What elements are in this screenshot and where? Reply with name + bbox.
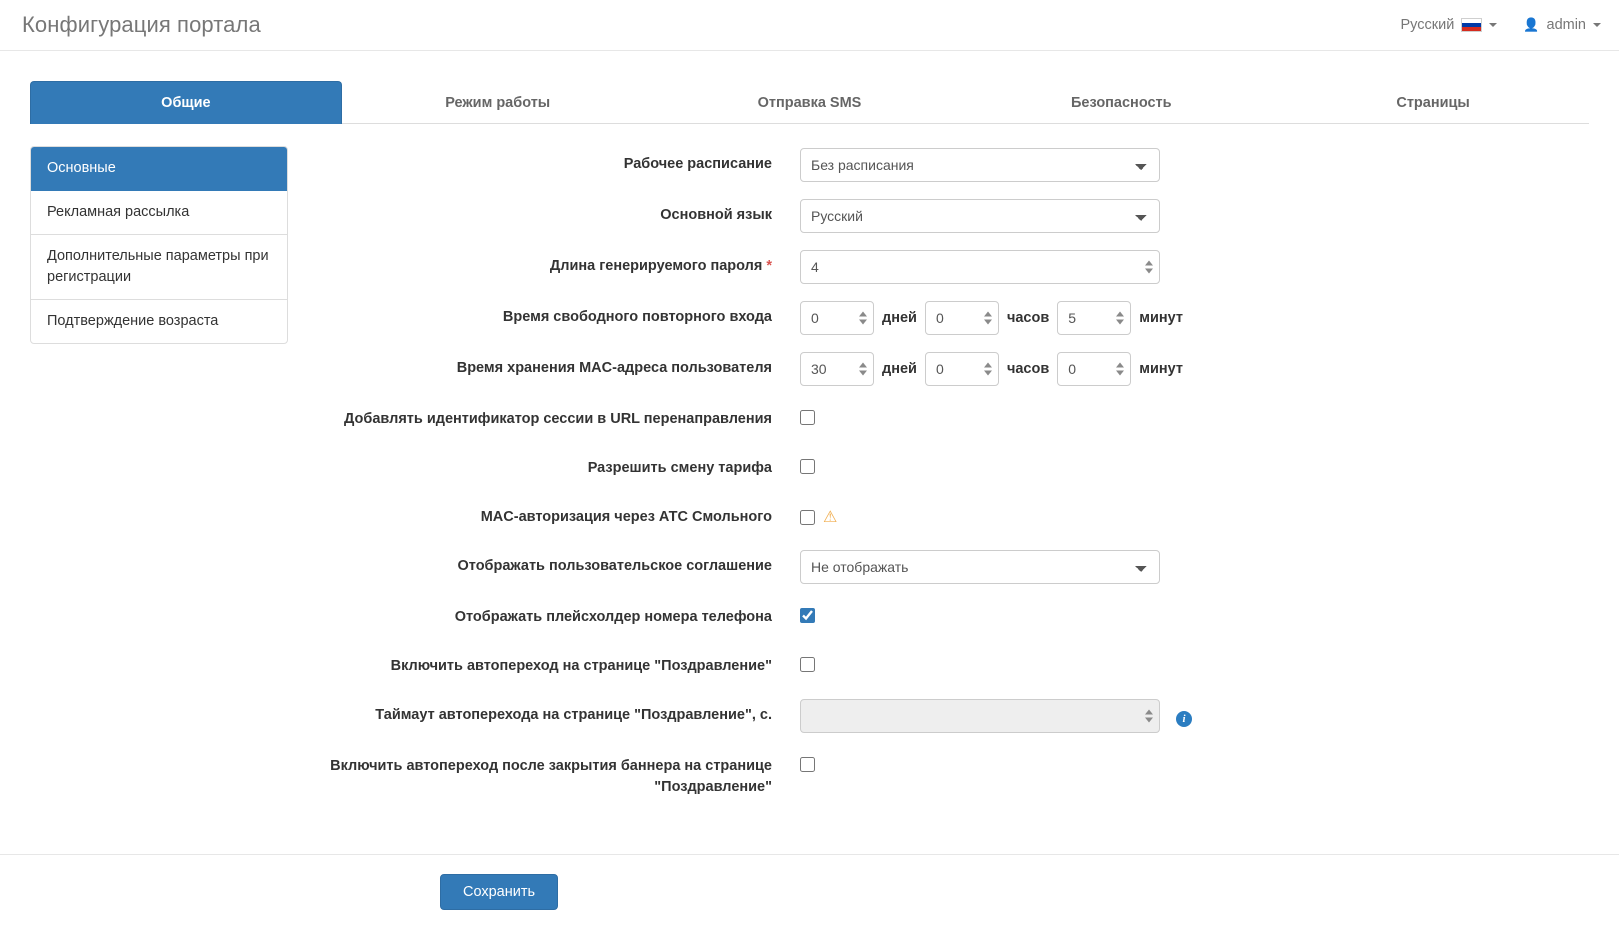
control-autoredirect-timeout <box>800 697 1192 733</box>
save-button[interactable]: Сохранить <box>440 874 558 910</box>
language-select[interactable] <box>800 199 1160 233</box>
sidebar-item-age-confirmation[interactable]: Подтверждение возраста <box>47 313 219 330</box>
row-allow-tariff-change <box>312 450 1589 484</box>
main-tabs <box>30 81 1589 124</box>
tab-pages[interactable]: Страницы <box>1396 95 1470 111</box>
page-title: Конфигурация портала <box>22 12 261 37</box>
unit-hours: часов <box>1006 361 1050 377</box>
row-password-length <box>312 248 1589 284</box>
tab-security[interactable]: Безопасность <box>1070 95 1172 111</box>
session-id-in-url-checkbox[interactable] <box>800 410 815 425</box>
user-icon: 👤 <box>1523 17 1540 32</box>
info-icon[interactable]: i <box>1176 711 1192 727</box>
user-agreement-select[interactable] <box>800 550 1160 584</box>
unit-hours: часов <box>1006 310 1050 326</box>
tab-sms[interactable]: Отправка SMS <box>757 95 862 111</box>
row-mac-storage <box>312 350 1589 386</box>
password-length-stepper[interactable] <box>800 250 1160 284</box>
label-free-reentry: Время свободного повторного входа <box>502 309 772 325</box>
autoredirect-timeout-input <box>800 699 1160 733</box>
label-autoredirect-after-banner: Включить автопереход после закрытия баннера на странице "Поздравление" <box>330 758 772 796</box>
control-language <box>800 197 1160 233</box>
user-menu[interactable] <box>1523 17 1601 33</box>
label-mac-storage: Время хранения MAC-адреса пользователя <box>456 360 772 376</box>
label-language: Основной язык <box>660 207 772 223</box>
control-autoredirect-enable <box>800 648 815 672</box>
settings-form <box>288 146 1589 848</box>
mac-storage-hours-stepper[interactable] <box>925 352 999 386</box>
required-mark: * <box>766 258 772 274</box>
control-autoredirect-after-banner <box>800 748 815 772</box>
mac-auth-ats-checkbox[interactable] <box>800 510 815 525</box>
label-autoredirect-enable: Включить автопереход на странице "Поздравление" <box>390 658 772 674</box>
free-reentry-days-input[interactable] <box>800 301 874 335</box>
control-free-reentry <box>800 299 1183 335</box>
password-length-input[interactable] <box>800 250 1160 284</box>
label-mac-auth-ats: MAC-авторизация через АТС Смольного <box>480 509 772 525</box>
label-password-length <box>312 248 800 277</box>
row-user-agreement <box>312 548 1589 584</box>
schedule-select[interactable] <box>800 148 1160 182</box>
language-switcher[interactable] <box>1401 17 1498 33</box>
russia-flag-icon <box>1461 18 1482 32</box>
free-reentry-minutes-stepper[interactable] <box>1057 301 1131 335</box>
control-user-agreement <box>800 548 1160 584</box>
chevron-down-icon <box>1593 23 1601 27</box>
mac-storage-minutes-input[interactable] <box>1057 352 1131 386</box>
row-phone-placeholder <box>312 599 1589 633</box>
autoredirect-enable-checkbox[interactable] <box>800 657 815 672</box>
footer-bar <box>0 854 1619 944</box>
label-user-agreement: Отображать пользовательское соглашение <box>457 558 772 574</box>
unit-days: дней <box>882 361 917 377</box>
free-reentry-days-stepper[interactable] <box>800 301 874 335</box>
free-reentry-minutes-input[interactable] <box>1057 301 1131 335</box>
row-schedule <box>312 146 1589 182</box>
top-bar-right <box>1401 17 1602 33</box>
top-bar <box>0 0 1619 51</box>
mac-storage-hours-input[interactable] <box>925 352 999 386</box>
language-label: Русский <box>1400 17 1455 33</box>
row-mac-auth-ats <box>312 499 1589 533</box>
tab-general[interactable]: Общие <box>30 81 342 124</box>
mac-storage-days-stepper[interactable] <box>800 352 874 386</box>
content-area <box>0 124 1619 848</box>
row-language <box>312 197 1589 233</box>
label-phone-placeholder: Отображать плейсхолдер номера телефона <box>454 609 772 625</box>
mac-storage-days-input[interactable] <box>800 352 874 386</box>
label-allow-tariff-change: Разрешить смену тарифа <box>587 460 772 476</box>
row-free-reentry <box>312 299 1589 335</box>
row-autoredirect-timeout <box>312 697 1589 733</box>
free-reentry-hours-stepper[interactable] <box>925 301 999 335</box>
control-schedule <box>800 146 1160 182</box>
autoredirect-after-banner-checkbox[interactable] <box>800 757 815 772</box>
phone-placeholder-checkbox[interactable] <box>800 608 815 623</box>
free-reentry-hours-input[interactable] <box>925 301 999 335</box>
warning-icon: ⚠ <box>823 509 838 526</box>
mac-storage-minutes-stepper[interactable] <box>1057 352 1131 386</box>
user-label: admin <box>1546 17 1586 33</box>
label-session-id-in-url: Добавлять идентификатор сессии в URL перенаправления <box>344 411 772 427</box>
label-password-length-text: Длина генерируемого пароля <box>549 258 763 274</box>
chevron-down-icon <box>1489 23 1497 27</box>
unit-days: дней <box>882 310 917 326</box>
control-phone-placeholder <box>800 599 815 623</box>
row-session-id-in-url <box>312 401 1589 435</box>
tab-work-mode[interactable]: Режим работы <box>445 95 551 111</box>
control-session-id-in-url <box>800 401 815 425</box>
allow-tariff-change-checkbox[interactable] <box>800 459 815 474</box>
row-autoredirect-after-banner <box>312 748 1589 799</box>
control-allow-tariff-change <box>800 450 815 474</box>
control-mac-storage <box>800 350 1183 386</box>
label-autoredirect-timeout: Таймаут автоперехода на странице "Поздравление", с. <box>375 707 772 723</box>
autoredirect-timeout-stepper <box>800 699 1160 733</box>
sidebar-item-extra-registration-params[interactable]: Дополнительные параметры при регистрации <box>31 235 287 300</box>
unit-minutes: минут <box>1139 310 1184 326</box>
settings-sidebar <box>30 146 288 344</box>
row-autoredirect-enable <box>312 648 1589 682</box>
control-mac-auth-ats <box>800 499 837 527</box>
sidebar-item-main[interactable]: Основные <box>31 147 287 191</box>
unit-minutes: минут <box>1139 361 1184 377</box>
control-password-length <box>800 248 1160 284</box>
sidebar-item-ad-mailing[interactable]: Рекламная рассылка <box>31 191 287 235</box>
label-schedule: Рабочее расписание <box>623 156 772 172</box>
